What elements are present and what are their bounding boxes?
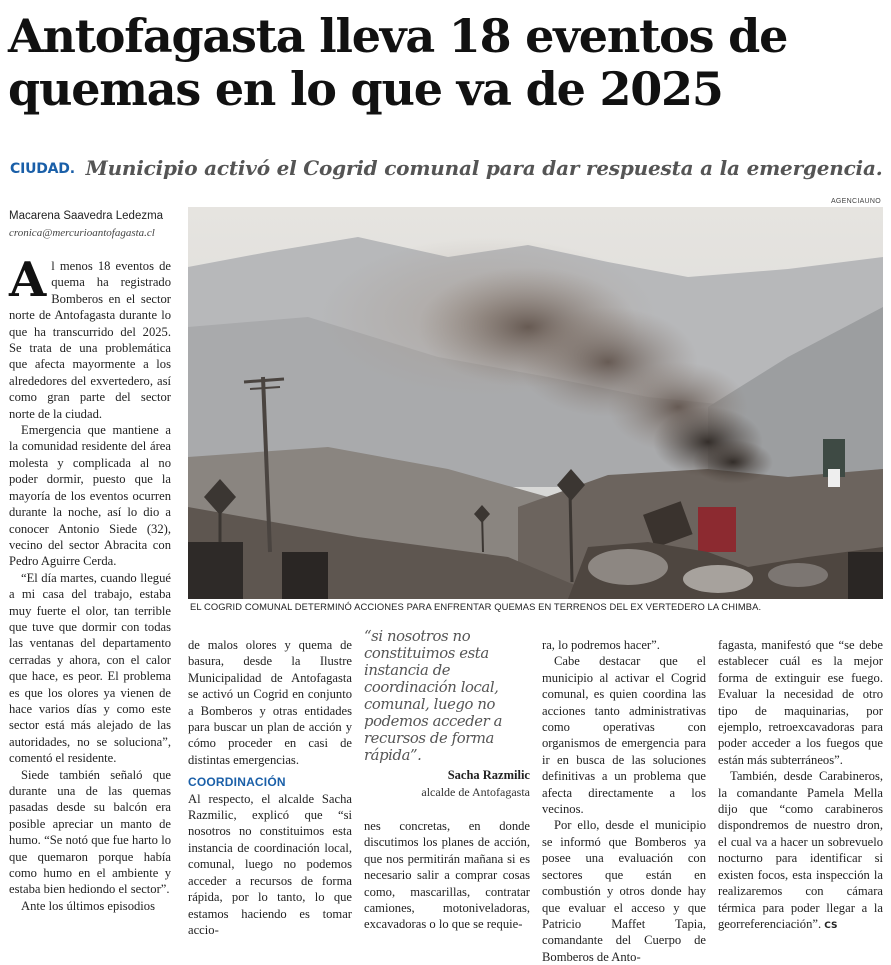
column-3 (364, 818, 530, 933)
column-5 (718, 637, 883, 934)
paragraph: Emergencia que mantiene a la comunidad residente del área molesta y complicada al no poder dormir, puesto que la mayoría de los eventos ocurren durante la noche, así lo dio a conocer Antonio Siede (32), vecino del sector Abracita con Pedro Aguirre Cerda. (9, 423, 171, 569)
subheading-coordinacion: COORDINACIÓN (188, 775, 286, 790)
section-tag: CIUDAD. (10, 161, 75, 177)
drop-cap: A (9, 252, 47, 308)
column-4 (542, 637, 706, 965)
paragraph: Siede también señaló que durante una de las quemas pasadas desde su balcón era posible apreciar un manto de humo. “Se notó que fue harto lo que quemaron porque había como humo en el ambiente y estaba bien hediondo el sector”. (9, 767, 171, 897)
quote-author-role: alcalde de Antofagasta (421, 785, 530, 799)
news-photo (188, 207, 883, 599)
quote-author: Sacha Razmilic (447, 768, 530, 782)
paragraph: Al respecto, el alcalde Sacha Razmilic, explicó que “si nosotros no constituimos esta instancia de coordinación local, comunal, luego no podemos acceder a recursos de forma rápida, por lo tanto, lo que estamos haciendo es tomar accio- (188, 791, 352, 937)
subtitle: Municipio activó el Cogrid comunal para dar respuesta a la emergencia. (85, 156, 883, 180)
column-2 (188, 637, 352, 938)
paragraph: Por ello, desde el municipio se informó que Bomberos ya posee una evaluación con sectores que están en combustión y otros donde hay que evaluar el acceso y que Patricio Maffet Tapia, comandante del Cuerpo de Bomberos de Anto- (542, 818, 706, 964)
paragraph: “El día martes, cuando llegué a mi casa del trabajo, estaba muy fuerte el olor, tan terrible que tuve que dormir con todas las ventanas del departamento cerradas y ahora, con el calor que hace, es peor. El problema es que los olores ya vienen de hace varios días y como este sector está más alejado de las autoridades, no se soluciona”, comentó el residente. (9, 570, 171, 766)
column-1 (9, 252, 171, 914)
paragraph: nes concretas, en donde discutimos los planes de acción, que nos permitirán mañana si es necesario salir a comprar cosas como, mascarillas, contratar camiones, motoniveladoras, excavadoras o lo que se requie- (364, 819, 530, 932)
paragraph: También, desde Carabineros, la comandante Pamela Mella dijo que “como carabineros dispondremos de nuestro dron, el cual va a hacer un sobrevuelo nocturno para identificar si existen focos, esta inspección la realizaremos con cámara térmica para poder llegar a la georreferenciación”. CS (718, 769, 883, 931)
end-mark: CS (824, 920, 838, 931)
paragraph: fagasta, manifestó que “se debe establecer cuál es la mejor forma de extinguir ese fuego. Evaluar la necesidad de otro tipo de maquinarias, por ejemplo, retroexcavadoras para poder acceder a los fuegos que están más subterráneos”. (718, 638, 883, 767)
paragraph: ra, lo podremos hacer”. (542, 638, 660, 652)
paragraph: de malos olores y quema de basura, desde la Ilustre Municipalidad de Antofagasta se activó un Cogrid en conjunto a Bomberos y otras entidades para buscar un plan de acción y cómo proceder en casi de distintas emergencias. (188, 638, 352, 767)
landfill-smoke-image (188, 207, 883, 599)
author-name: Macarena Saavedra Ledezma (9, 210, 164, 222)
headline: Antofagasta lleva 18 eventos de quemas en lo que va de 2025 (8, 9, 788, 116)
paragraph: Cabe destacar que el municipio al activar el Cogrid comunal, es quien coordina las acciones tanto administrativas como operativas con organismos de emergencia para ir en busca de las soluciones definitivas a un problema que afecta directamente a los vecinos. (542, 654, 706, 817)
subtitle-line (10, 156, 885, 180)
paragraph: Ante los últimos episodios (21, 898, 155, 913)
author-email: cronica@mercurioantofagasta.cl (9, 227, 155, 239)
pull-quote: “si nosotros no constituimos esta instancia de coordinación local, comunal, luego no podemos acceder a recursos de forma rápida”. (364, 628, 503, 764)
paragraph: Al menos 18 eventos de quema ha registrado Bomberos en el sector norte de Antofagasta durante lo que ha transcurrido del 2025. Se trata de una problemática que afecta mayormente a los alrededores del exvertedero, así como gran parte del sector norte de la ciudad. (9, 252, 171, 421)
photo-credit: AGENCIAUNO (830, 198, 881, 205)
photo-caption: EL COGRID COMUNAL DETERMINÓ ACCIONES PARA ENFRENTAR QUEMAS EN TERRENOS DEL EX VERTEDERO LA CHIMBA. (190, 601, 762, 612)
